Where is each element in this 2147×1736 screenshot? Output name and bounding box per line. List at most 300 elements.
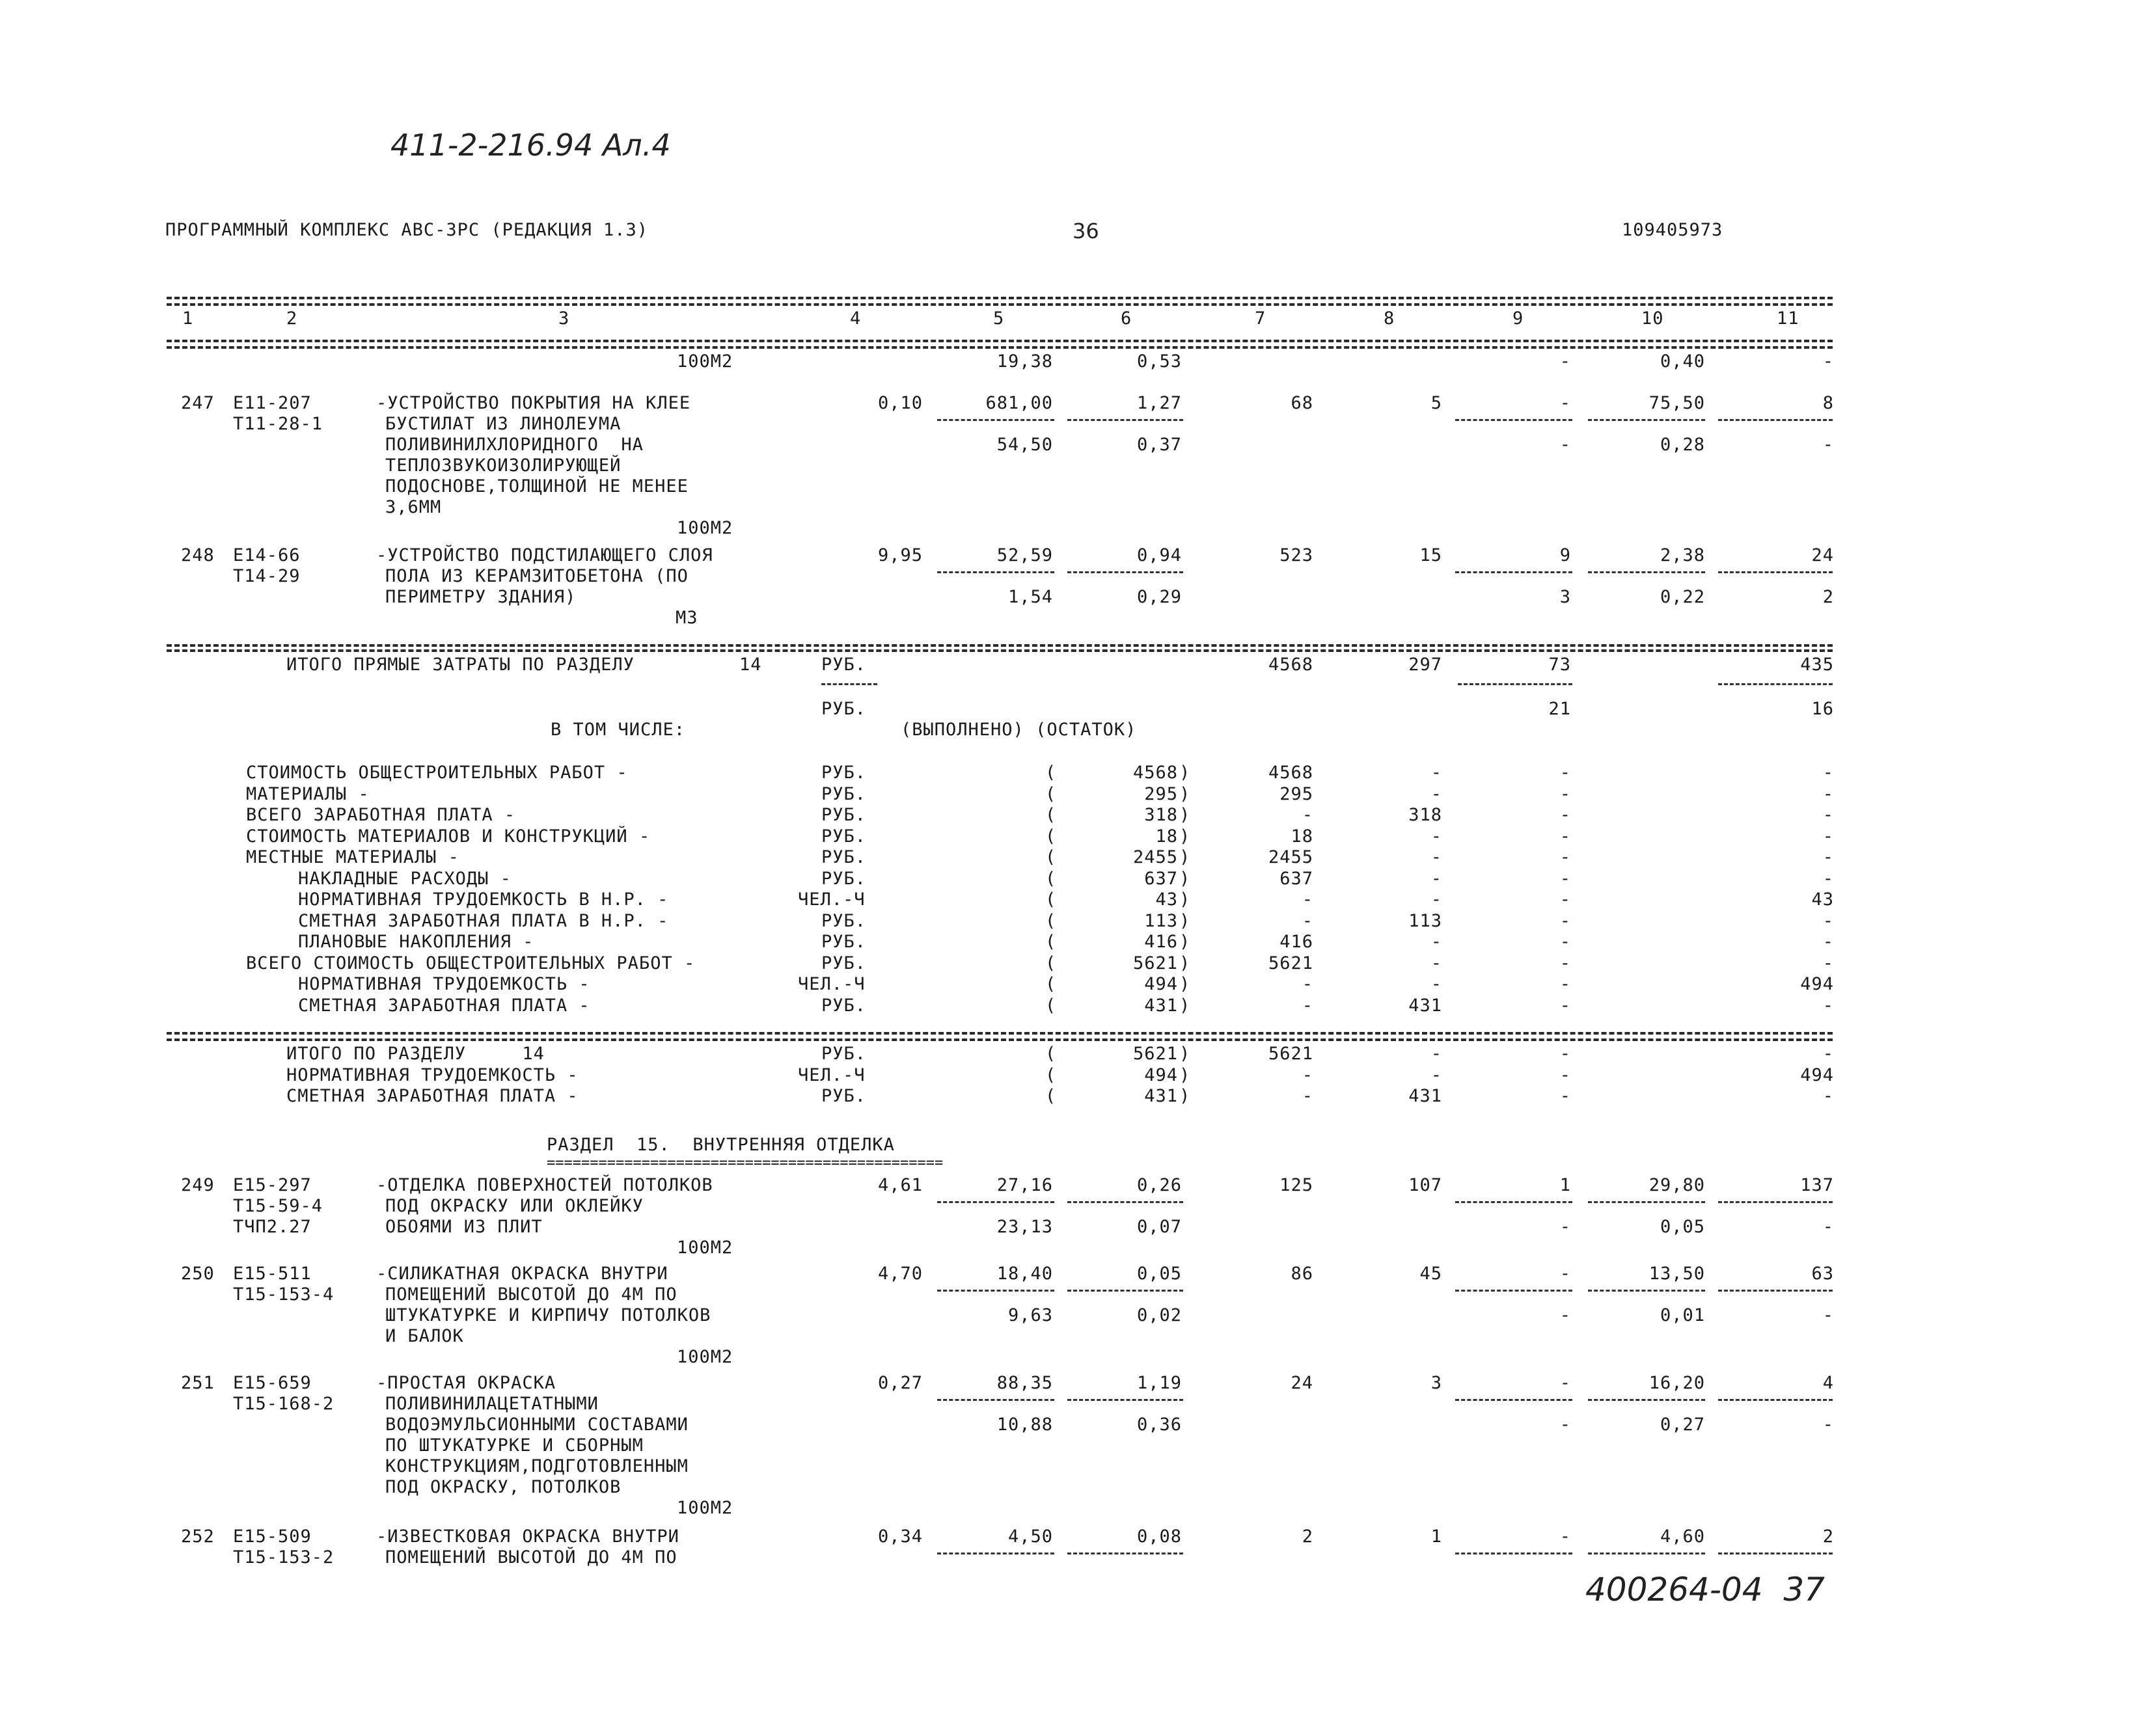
section-rule <box>167 1038 1833 1041</box>
cell-underline <box>1067 419 1183 421</box>
breakdown-unit: РУБ. <box>821 868 867 889</box>
item-description-line: ПОЛИВИНИЛАЦЕТАТНЫМИ <box>385 1394 599 1414</box>
bracket-close: ) <box>1179 1065 1191 1085</box>
cell-c7: 24 <box>1291 1373 1313 1393</box>
cell-s6: 0,02 <box>1136 1305 1182 1325</box>
cell-c10: 16,20 <box>1648 1373 1705 1393</box>
cell-c10: 0,40 <box>1660 351 1705 372</box>
cell-underline <box>1455 1553 1572 1554</box>
item-code: Е15-509 <box>233 1526 312 1547</box>
cell-c7: - <box>1302 805 1313 825</box>
item-number: 251 <box>181 1373 215 1393</box>
item-code-secondary: Т15-153-4 <box>233 1284 335 1305</box>
unit-label: 100М2 <box>677 1238 733 1258</box>
item-description-line: -ПРОСТАЯ ОКРАСКА <box>376 1373 556 1393</box>
cell-c11: - <box>1822 953 1834 973</box>
cell-c7: 5621 <box>1268 1044 1313 1064</box>
breakdown-label: НОРМАТИВНАЯ ТРУДОЕМКОСТЬ - <box>298 974 590 994</box>
cell-c5: 52,59 <box>996 545 1053 565</box>
cell-s5: 10,88 <box>996 1415 1053 1435</box>
cell-c11: 4 <box>1822 1373 1834 1393</box>
cell-c5: 19,38 <box>996 351 1053 372</box>
cell-c10: 29,80 <box>1648 1175 1705 1195</box>
cell-c8: - <box>1430 1044 1442 1064</box>
cell-underline <box>937 571 1054 573</box>
rule <box>167 303 1833 306</box>
cell-c7: 125 <box>1279 1175 1313 1195</box>
cell-c11: - <box>1822 1044 1834 1064</box>
item-code-secondary: Т11-28-1 <box>233 414 323 434</box>
cell-s10: 0,05 <box>1660 1217 1705 1237</box>
breakdown-label: ВСЕГО ЗАРАБОТНАЯ ПЛАТА - <box>246 805 516 825</box>
item-description-line: -ОТДЕЛКА ПОВЕРХНОСТЕЙ ПОТОЛКОВ <box>376 1175 713 1195</box>
cell-s5: 23,13 <box>996 1217 1053 1237</box>
breakdown-label: ПЛАНОВЫЕ НАКОПЛЕНИЯ - <box>298 932 534 952</box>
item-number: 252 <box>181 1526 215 1547</box>
breakdown-label: МАТЕРИАЛЫ - <box>246 783 370 804</box>
cell-c11: - <box>1822 805 1834 825</box>
item-description-line: ПОЛИВИНИЛХЛОРИДНОГО НА <box>385 435 644 455</box>
cell-c7: - <box>1302 1065 1313 1085</box>
column-header-8: 8 <box>1384 308 1395 329</box>
item-description-line: -ИЗВЕСТКОВАЯ ОКРАСКА ВНУТРИ <box>376 1526 679 1547</box>
bracket-close: ) <box>1179 805 1191 825</box>
breakdown-value: 5621 <box>1132 953 1178 973</box>
cell-c5: 27,16 <box>996 1175 1053 1195</box>
cell-c9: - <box>1559 805 1571 825</box>
bracket-open: ( <box>1045 1065 1057 1085</box>
cell-s6: 0,37 <box>1136 435 1182 455</box>
cell-c9: - <box>1559 1065 1571 1085</box>
bracket-open: ( <box>1045 1086 1057 1106</box>
cell-c9: - <box>1559 783 1571 804</box>
breakdown-value: 431 <box>1144 1086 1178 1106</box>
breakdown-unit: РУБ. <box>821 805 867 825</box>
document-number: 109405973 <box>1622 220 1723 240</box>
cell-c7: 2 <box>1302 1526 1313 1547</box>
breakdown-label: НАКЛАДНЫЕ РАСХОДЫ - <box>298 868 512 889</box>
cell-c4: 9,95 <box>877 545 923 565</box>
breakdown-unit: РУБ. <box>821 953 867 973</box>
including-label: В ТОМ ЧИСЛЕ: <box>551 720 686 740</box>
cell-underline <box>1455 1399 1572 1401</box>
section-rule <box>167 1032 1833 1035</box>
item-description-line: БУСТИЛАТ ИЗ ЛИНОЛЕУМА <box>385 414 622 434</box>
bracket-open: ( <box>1045 932 1057 952</box>
cell-s9: - <box>1559 1415 1571 1435</box>
breakdown-value: 113 <box>1144 910 1178 931</box>
item-description-line: ПОМЕЩЕНИЙ ВЫСОТОЙ ДО 4М ПО <box>385 1284 677 1305</box>
totals-unit: РУБ. <box>821 655 867 675</box>
rule <box>167 340 1833 342</box>
breakdown-value: 43 <box>1155 889 1178 910</box>
breakdown-unit: РУБ. <box>821 826 867 847</box>
program-title: ПРОГРАММНЫЙ КОМПЛЕКС АВС-3РС (РЕДАКЦИЯ 1.3) <box>165 220 648 240</box>
cell-underline <box>937 1201 1054 1203</box>
bracket-close: ) <box>1179 826 1191 847</box>
cell-c9: - <box>1559 910 1571 931</box>
breakdown-unit: РУБ. <box>821 847 867 867</box>
cell-s11: - <box>1822 1217 1834 1237</box>
cell-underline <box>1718 1553 1833 1554</box>
bracket-open: ( <box>1045 763 1057 783</box>
cell-c7: 68 <box>1291 393 1313 413</box>
cell-c4: 0,34 <box>877 1526 923 1547</box>
bracket-close: ) <box>1179 783 1191 804</box>
item-description-line: -СИЛИКАТНАЯ ОКРАСКА ВНУТРИ <box>376 1264 668 1284</box>
breakdown-label: ВСЕГО СТОИМОСТЬ ОБЩЕСТРОИТЕЛЬНЫХ РАБОТ - <box>246 953 696 973</box>
cell-c8: 15 <box>1419 545 1442 565</box>
cell-s6: 0,29 <box>1136 587 1182 607</box>
cell-c8: 431 <box>1408 995 1442 1016</box>
cell-underline <box>1455 419 1572 421</box>
cell-underline <box>1718 1201 1833 1203</box>
cell-s11: - <box>1822 435 1834 455</box>
bracket-open: ( <box>1045 910 1057 931</box>
cell-c8: - <box>1430 826 1442 847</box>
cell-c9: 73 <box>1548 655 1571 675</box>
cell-s11: 16 <box>1811 699 1834 719</box>
bracket-open: ( <box>1045 805 1057 825</box>
cell-c7: - <box>1302 889 1313 910</box>
cell-s10: 0,27 <box>1660 1415 1705 1435</box>
item-code: Е11-207 <box>233 393 312 413</box>
item-description-line: -УСТРОЙСТВО ПОДСТИЛАЮЩЕГО СЛОЯ <box>376 545 713 565</box>
item-code: Е15-659 <box>233 1373 312 1393</box>
breakdown-value: 637 <box>1144 868 1178 889</box>
cell-c9: - <box>1559 932 1571 952</box>
breakdown-label: ИТОГО ПО РАЗДЕЛУ 14 <box>286 1044 545 1064</box>
breakdown-label: НОРМАТИВНАЯ ТРУДОЕМКОСТЬ В Н.Р. - <box>298 889 669 910</box>
cell-c4: 0,10 <box>877 393 923 413</box>
item-code: Е15-511 <box>233 1264 312 1284</box>
item-description-line: ШТУКАТУРКЕ И КИРПИЧУ ПОТОЛКОВ <box>385 1305 711 1325</box>
item-description-line: ПОДОСНОВЕ,ТОЛЩИНОЙ НЕ МЕНЕЕ <box>385 476 689 496</box>
item-number: 248 <box>181 545 215 565</box>
cell-underline <box>1588 419 1705 421</box>
unit-label: 100М2 <box>677 1498 733 1518</box>
column-header-7: 7 <box>1255 308 1266 329</box>
cell-s5: 54,50 <box>996 435 1053 455</box>
cell-s11: - <box>1822 1415 1834 1435</box>
item-code-secondary: Т15-168-2 <box>233 1394 335 1414</box>
cell-c9: - <box>1559 1086 1571 1106</box>
cell-c11: - <box>1822 910 1834 931</box>
cell-c10: 75,50 <box>1648 393 1705 413</box>
cell-s9: - <box>1559 435 1571 455</box>
item-description-line: -УСТРОЙСТВО ПОКРЫТИЯ НА КЛЕЕ <box>376 393 691 413</box>
cell-c6: 0,53 <box>1136 351 1182 372</box>
cell-c7: 5621 <box>1268 953 1313 973</box>
breakdown-label: СТОИМОСТЬ ОБЩЕСТРОИТЕЛЬНЫХ РАБОТ - <box>246 763 628 783</box>
breakdown-value: 2455 <box>1132 847 1178 867</box>
cell-c11: - <box>1822 763 1834 783</box>
bracket-close: ) <box>1179 889 1191 910</box>
bracket-close: ) <box>1179 995 1191 1016</box>
breakdown-value: 5621 <box>1132 1044 1178 1064</box>
totals-section: 14 <box>739 655 762 675</box>
column-header-5: 5 <box>993 308 1005 329</box>
item-number: 247 <box>181 393 215 413</box>
cell-c6: 0,08 <box>1136 1526 1182 1547</box>
cell-s9: 21 <box>1548 699 1571 719</box>
cell-s10: 0,22 <box>1660 587 1705 607</box>
section-rule <box>167 644 1833 647</box>
cell-underline <box>1718 1399 1833 1401</box>
cell-c8: - <box>1430 847 1442 867</box>
cell-c8: - <box>1430 868 1442 889</box>
breakdown-unit: РУБ. <box>821 932 867 952</box>
cell-c8: 431 <box>1408 1086 1442 1106</box>
cell-underline <box>1067 1399 1183 1401</box>
column-header-6: 6 <box>1121 308 1132 329</box>
breakdown-unit: РУБ. <box>821 1086 867 1106</box>
breakdown-label: СМЕТНАЯ ЗАРАБОТНАЯ ПЛАТА - <box>286 1086 579 1106</box>
cell-underline <box>937 1399 1054 1401</box>
bracket-open: ( <box>1045 847 1057 867</box>
cell-underline <box>1455 1201 1572 1203</box>
breakdown-unit: РУБ. <box>821 763 867 783</box>
item-code: Е14-66 <box>233 545 301 565</box>
item-description-line: ПОЛА ИЗ КЕРАМЗИТОБЕТОНА (ПО <box>385 566 689 586</box>
breakdown-value: 431 <box>1144 995 1178 1016</box>
cell-underline <box>937 419 1054 421</box>
cell-c6: 0,94 <box>1136 545 1182 565</box>
breakdown-label: СТОИМОСТЬ МАТЕРИАЛОВ И КОНСТРУКЦИЙ - <box>246 826 651 847</box>
breakdown-value: 18 <box>1155 826 1178 847</box>
cell-c7: - <box>1302 995 1313 1016</box>
cell-c9: - <box>1559 1526 1571 1547</box>
cell-underline <box>821 683 877 685</box>
item-description-line: ПОМЕЩЕНИЙ ВЫСОТОЙ ДО 4М ПО <box>385 1547 677 1567</box>
cell-c11: - <box>1822 932 1834 952</box>
cell-underline <box>1455 1290 1572 1292</box>
cell-underline <box>1718 571 1833 573</box>
breakdown-unit: ЧЕЛ.-Ч <box>798 889 866 910</box>
cell-c8: 3 <box>1430 1373 1442 1393</box>
cell-c11: - <box>1822 826 1834 847</box>
bracket-close: ) <box>1179 868 1191 889</box>
item-description-line: КОНСТРУКЦИЯМ,ПОДГОТОВЛЕННЫМ <box>385 1456 689 1476</box>
cell-c5: 88,35 <box>996 1373 1053 1393</box>
cell-c8: 318 <box>1408 805 1442 825</box>
cell-c11: 435 <box>1800 655 1834 675</box>
breakdown-unit: РУБ. <box>821 783 867 804</box>
cell-c8: 45 <box>1419 1264 1442 1284</box>
breakdown-unit: ЧЕЛ.-Ч <box>798 1065 866 1085</box>
cell-s10: 0,28 <box>1660 435 1705 455</box>
section-heading-underline: ============================================== <box>547 1155 944 1171</box>
cell-c6: 1,19 <box>1136 1373 1182 1393</box>
item-description-line: ВОДОЭМУЛЬСИОННЫМИ СОСТАВАМИ <box>385 1415 689 1435</box>
cell-c8: 5 <box>1430 393 1442 413</box>
cell-underline <box>1067 1290 1183 1292</box>
cell-c7: 4568 <box>1268 655 1313 675</box>
cell-underline <box>1067 1201 1183 1203</box>
item-description-line: 3,6ММ <box>385 497 442 517</box>
cell-c11: - <box>1822 995 1834 1016</box>
cell-c7: 4568 <box>1268 763 1313 783</box>
breakdown-value: 416 <box>1144 932 1178 952</box>
bracket-open: ( <box>1045 974 1057 994</box>
item-code-secondary: Т15-153-2 <box>233 1547 335 1567</box>
cell-c7: 637 <box>1279 868 1313 889</box>
cell-underline <box>1588 1399 1705 1401</box>
cell-s6: 0,07 <box>1136 1217 1182 1237</box>
column-header-4: 4 <box>850 308 862 329</box>
cell-c7: 86 <box>1291 1264 1313 1284</box>
cell-c8: - <box>1430 974 1442 994</box>
cell-c10: 2,38 <box>1660 545 1705 565</box>
cell-c11: 63 <box>1811 1264 1834 1284</box>
item-description-line: ОБОЯМИ ИЗ ПЛИТ <box>385 1217 543 1237</box>
cell-s5: 9,63 <box>1007 1305 1053 1325</box>
unit-label: М3 <box>676 608 698 628</box>
item-number: 250 <box>181 1264 215 1284</box>
cell-underline <box>937 1553 1054 1554</box>
cell-c9: 9 <box>1559 545 1571 565</box>
breakdown-unit: РУБ. <box>821 995 867 1016</box>
cell-underline <box>1455 571 1572 573</box>
cell-c8: 107 <box>1408 1175 1442 1195</box>
cell-c9: - <box>1559 393 1571 413</box>
cell-c9: - <box>1559 995 1571 1016</box>
item-description-line: ПОД ОКРАСКУ, ПОТОЛКОВ <box>385 1477 622 1497</box>
cell-c5: 4,50 <box>1007 1526 1053 1547</box>
cell-c7: - <box>1302 974 1313 994</box>
page-number: 36 <box>1073 219 1099 243</box>
cell-c11: 494 <box>1800 974 1834 994</box>
cell-c6: 0,26 <box>1136 1175 1182 1195</box>
cell-c7: 295 <box>1279 783 1313 804</box>
cell-c7: - <box>1302 910 1313 931</box>
bracket-close: ) <box>1179 763 1191 783</box>
cell-c5: 18,40 <box>996 1264 1053 1284</box>
bracket-close: ) <box>1179 953 1191 973</box>
breakdown-label: СМЕТНАЯ ЗАРАБОТНАЯ ПЛАТА В Н.Р. - <box>298 910 669 931</box>
cell-c4: 4,70 <box>877 1264 923 1284</box>
cell-s10: 0,01 <box>1660 1305 1705 1325</box>
breakdown-unit: ЧЕЛ.-Ч <box>798 974 866 994</box>
breakdown-value: 295 <box>1144 783 1178 804</box>
cell-c8: 1 <box>1430 1526 1442 1547</box>
item-number: 249 <box>181 1175 215 1195</box>
cell-s5: 1,54 <box>1007 587 1053 607</box>
cell-c11: 137 <box>1800 1175 1834 1195</box>
cell-c6: 1,27 <box>1136 393 1182 413</box>
cell-c10: 13,50 <box>1648 1264 1705 1284</box>
column-header-3: 3 <box>558 308 570 329</box>
cell-c7: - <box>1302 1086 1313 1106</box>
cell-c9: - <box>1559 974 1571 994</box>
cell-s6: 0,36 <box>1136 1415 1182 1435</box>
cell-c11: 2 <box>1822 1526 1834 1547</box>
cell-s11: 2 <box>1822 587 1834 607</box>
cell-underline <box>1718 1290 1833 1292</box>
cell-underline <box>937 1290 1054 1292</box>
breakdown-unit: РУБ. <box>821 1044 867 1064</box>
bracket-open: ( <box>1045 1044 1057 1064</box>
bracket-close: ) <box>1179 1086 1191 1106</box>
item-description-line: ТЕПЛОЗВУКОИЗОЛИРУЮЩЕЙ <box>385 455 622 476</box>
cell-c7: 523 <box>1279 545 1313 565</box>
bracket-open: ( <box>1045 826 1057 847</box>
bracket-close: ) <box>1179 847 1191 867</box>
totals-label: ИТОГО ПРЯМЫЕ ЗАТРАТЫ ПО РАЗДЕЛУ <box>286 655 635 675</box>
cell-underline <box>1067 1553 1183 1554</box>
item-description-line: ПОД ОКРАСКУ ИЛИ ОКЛЕЙКУ <box>385 1196 644 1216</box>
cell-c11: 494 <box>1800 1065 1834 1085</box>
cell-c8: 113 <box>1408 910 1442 931</box>
cell-c9: - <box>1559 1373 1571 1393</box>
column-header-2: 2 <box>286 308 298 329</box>
cell-s9: - <box>1559 1305 1571 1325</box>
bracket-close: ) <box>1179 974 1191 994</box>
item-code: Е15-297 <box>233 1175 312 1195</box>
cell-c9: - <box>1559 351 1571 372</box>
breakdown-label: МЕСТНЫЕ МАТЕРИАЛЫ - <box>246 847 459 867</box>
item-description-line: И БАЛОК <box>385 1326 464 1346</box>
cell-c9: - <box>1559 953 1571 973</box>
cell-c8: 297 <box>1408 655 1442 675</box>
cell-c11: 8 <box>1822 393 1834 413</box>
breakdown-value: 318 <box>1144 805 1178 825</box>
bracket-close: ) <box>1179 932 1191 952</box>
cell-c11: - <box>1822 868 1834 889</box>
cell-c9: - <box>1559 1264 1571 1284</box>
breakdown-value: 494 <box>1144 1065 1178 1085</box>
cell-c11: 43 <box>1811 889 1834 910</box>
cell-c4: 4,61 <box>877 1175 923 1195</box>
cell-underline <box>1588 1201 1705 1203</box>
cell-underline <box>1588 571 1705 573</box>
cell-c8: - <box>1430 783 1442 804</box>
cell-c9: - <box>1559 889 1571 910</box>
rule <box>167 297 1833 299</box>
breakdown-label: СМЕТНАЯ ЗАРАБОТНАЯ ПЛАТА - <box>298 995 590 1016</box>
handwritten-code: 411-2-216.94 Ал.4 <box>390 128 671 163</box>
unit-label: 100М2 <box>677 518 733 538</box>
breakdown-value: 494 <box>1144 974 1178 994</box>
cell-c7: 416 <box>1279 932 1313 952</box>
column-header-1: 1 <box>182 308 194 329</box>
cell-c8: - <box>1430 932 1442 952</box>
cell-c11: - <box>1822 1086 1834 1106</box>
breakdown-value: 4568 <box>1132 763 1178 783</box>
cell-underline <box>1718 683 1833 685</box>
section-heading: РАЗДЕЛ 15. ВНУТРЕННЯЯ ОТДЕЛКА <box>547 1135 895 1155</box>
cell-c11: - <box>1822 847 1834 867</box>
item-description-line: ПО ШТУКАТУРКЕ И СБОРНЫМ <box>385 1435 644 1456</box>
item-description-line: ПЕРИМЕТРУ ЗДАНИЯ) <box>385 587 577 607</box>
cell-c11: 24 <box>1811 545 1834 565</box>
cell-c9: - <box>1559 1044 1571 1064</box>
cell-s11: - <box>1822 1305 1834 1325</box>
cell-underline <box>1588 1290 1705 1292</box>
cell-c11: - <box>1822 351 1834 372</box>
bracket-close: ) <box>1179 910 1191 931</box>
unit-label: 100М2 <box>677 351 733 372</box>
cell-c7: 18 <box>1291 826 1313 847</box>
item-code-secondary: Т15-59-4 <box>233 1196 323 1216</box>
footer-handwritten-number: 400264-04 37 <box>1585 1571 1825 1608</box>
cell-c11: - <box>1822 783 1834 804</box>
cell-underline <box>1588 1553 1705 1554</box>
cell-c10: 4,60 <box>1660 1526 1705 1547</box>
cell-s9: 3 <box>1559 587 1571 607</box>
item-code-tertiary: ТЧП2.27 <box>233 1217 312 1237</box>
cell-s9: - <box>1559 1217 1571 1237</box>
